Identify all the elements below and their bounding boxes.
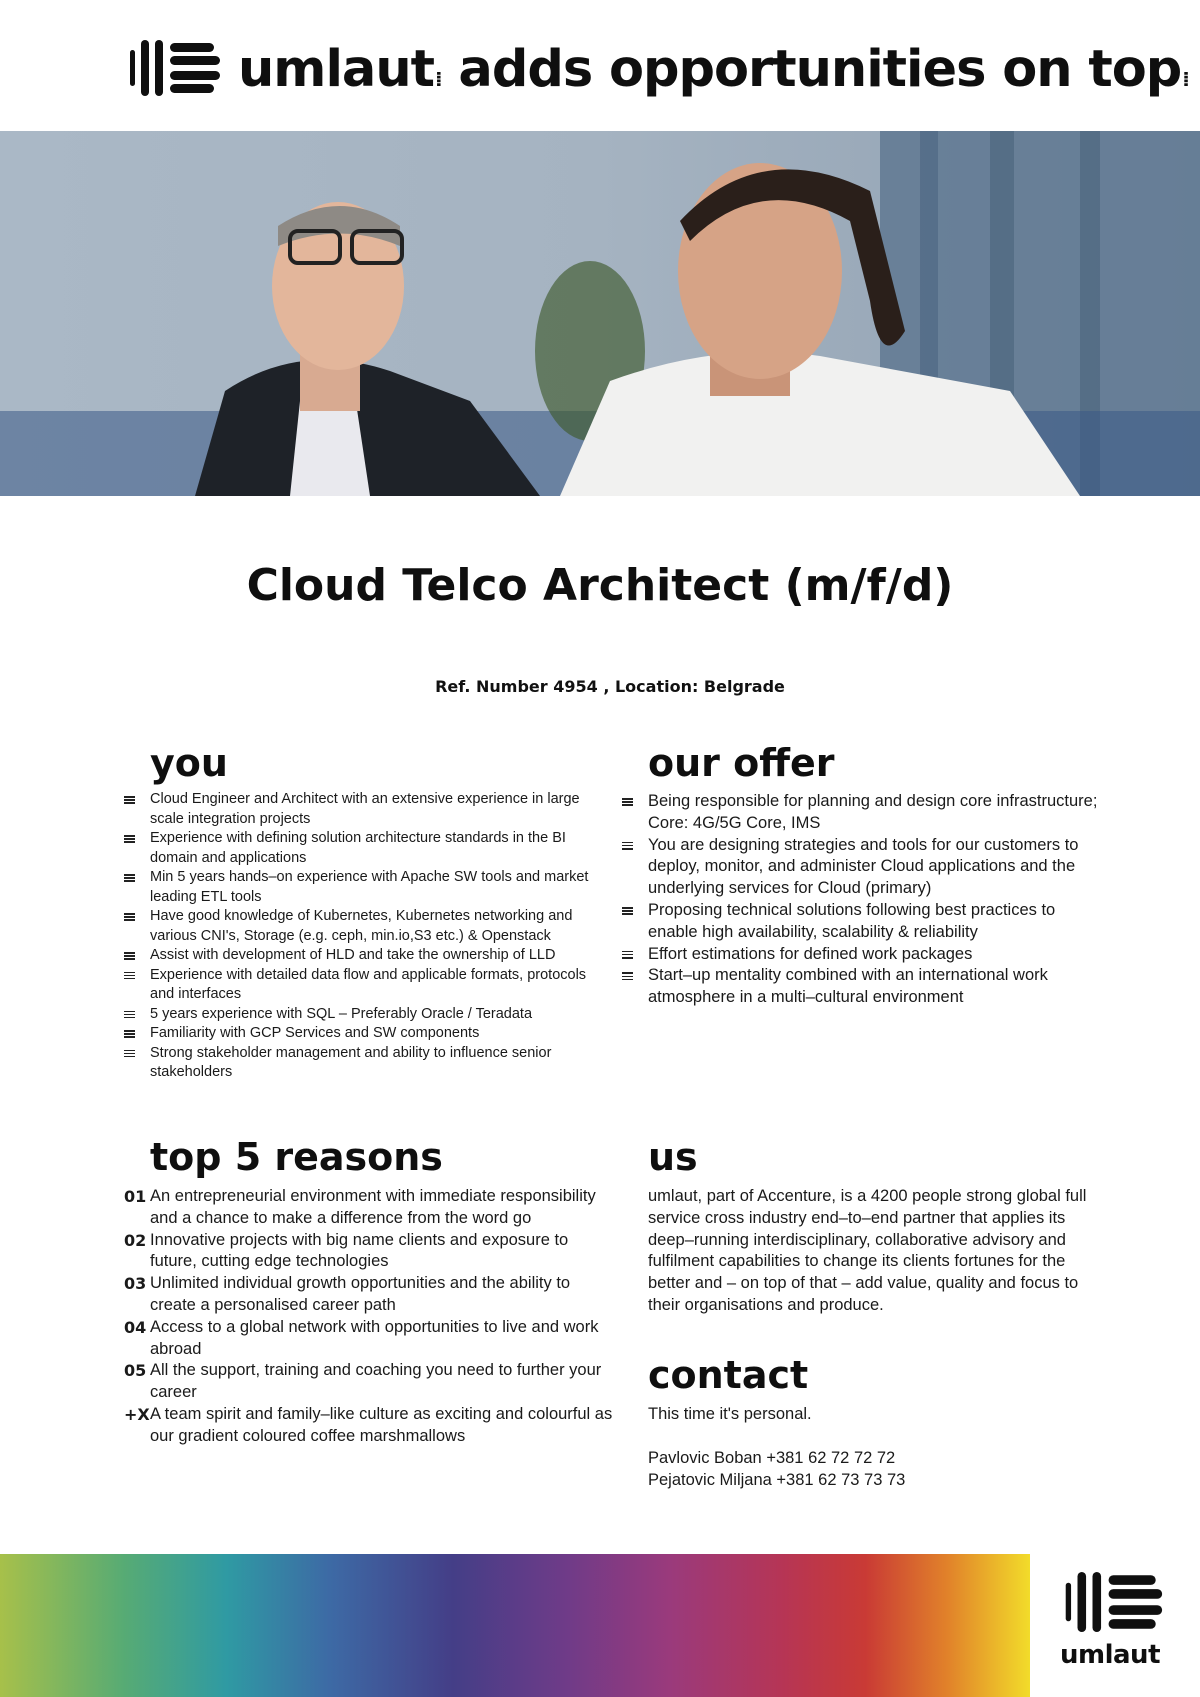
reference-location: Ref. Number 4954 , Location: Belgrade [435, 677, 785, 696]
list-item: Strong stakeholder management and ability to influence senior stakeholders [124, 1044, 604, 1083]
bullet-icon [124, 796, 135, 805]
bullet-icon [124, 1050, 135, 1059]
bullet-icon [622, 972, 633, 981]
list-item: Min 5 years hands–on experience with Apache SW tools and market leading ETL tools [124, 868, 604, 907]
list-item [124, 1360, 614, 1404]
list-item: 5 years experience with SQL – Preferably Oracle / Teradata [124, 1005, 604, 1025]
hero-photo-illustration [0, 131, 1200, 496]
list-item: Have good knowledge of Kubernetes, Kubernetes networking and various CNI's, Storage (e.g. ceph, min.io,S3 etc.) & Openstack [124, 907, 604, 946]
reason-text: A team spirit and family–like culture as exciting and colourful as our gradient coloured coffee marshmallows [150, 1404, 613, 1445]
list-item [124, 1186, 614, 1230]
you-requirements-list [124, 790, 604, 1083]
bullet-icon [124, 1011, 135, 1020]
bullet-icon [124, 835, 135, 844]
list-item: Experience with detailed data flow and applicable formats, protocols and interfaces [124, 966, 604, 1005]
umlaut-logo-icon [130, 40, 222, 96]
tagline-brand: umlaut [238, 40, 435, 99]
list-item [124, 1273, 614, 1317]
bullet-icon [622, 951, 633, 960]
list-item: Being responsible for planning and design core infrastructure; Core: 4G/5G Core, IMS [622, 791, 1102, 835]
bullet-icon [124, 952, 135, 961]
gradient-color-bar [0, 1554, 1030, 1697]
reason-number: 01 [124, 1187, 147, 1206]
list-item: You are designing strategies and tools for our customers to deploy, monitor, and administer Cloud applications and the underlying services for Cloud (primary) [622, 835, 1102, 900]
umlaut-dot-icon: ⁞ [435, 67, 442, 91]
umlaut-logo-icon [1060, 1572, 1170, 1632]
section-heading-contact: contact [648, 1353, 809, 1397]
list-item: Cloud Engineer and Architect with an extensive experience in large scale integration projects [124, 790, 604, 829]
list-item: Proposing technical solutions following best practices to enable high availability, scalability & reliability [622, 900, 1102, 944]
about-us-text: umlaut, part of Accenture, is a 4200 people strong global full service cross industry end–to–end partner that applies its deep–running interdisciplinary, collaborative advisory and fulfilment capabilities to change its clients fortunes for the better and – on top of that – add value, quality and focus to their organisations and produce. [648, 1187, 1087, 1314]
tagline-rest: adds opportunities on top [458, 40, 1182, 99]
bullet-icon [622, 798, 633, 807]
bullet-icon [622, 907, 633, 916]
bullet-icon [124, 972, 135, 981]
list-item [124, 1230, 614, 1274]
reason-text: All the support, training and coaching you need to further your career [150, 1361, 602, 1402]
section-heading-offer: our offer [648, 741, 835, 785]
contact-intro: This time it's personal. [648, 1405, 812, 1423]
contact-person: Pavlovic Boban +381 62 72 72 72 [648, 1449, 896, 1467]
reason-number: +X [124, 1404, 150, 1424]
page-header [0, 0, 1200, 131]
reason-text: Unlimited individual growth opportunities and the ability to create a personalised career path [150, 1274, 571, 1314]
umlaut-dot-icon: ⁞ [1182, 67, 1189, 91]
list-item: Start–up mentality combined with an international work atmosphere in a multi–cultural environment [622, 965, 1102, 1009]
reasons-list [124, 1186, 614, 1448]
reason-number: 02 [124, 1230, 147, 1250]
list-item: Effort estimations for defined work packages [622, 944, 1102, 966]
section-heading-you: you [150, 741, 228, 785]
hero-photo [0, 131, 1200, 496]
reason-number: 05 [124, 1361, 147, 1381]
reason-text: Access to a global network with opportunities to live and work abroad [150, 1317, 599, 1358]
header-tagline [238, 36, 1189, 113]
list-item: Assist with development of HLD and take the ownership of LLD [124, 946, 604, 966]
list-item: Familiarity with GCP Services and SW components [124, 1024, 604, 1044]
reason-number: 04 [124, 1317, 147, 1337]
bullet-icon [124, 913, 135, 922]
list-item [124, 1317, 614, 1361]
list-item: Experience with defining solution architecture standards in the BI domain and applications [124, 829, 604, 868]
offer-list [622, 791, 1102, 1009]
reason-text: Innovative projects with big name clients and exposure to future, cutting edge technologies [150, 1230, 569, 1271]
job-title: Cloud Telco Architect (m/f/d) [246, 560, 954, 611]
reason-number: 03 [124, 1274, 147, 1294]
section-heading-reasons: top 5 reasons [150, 1135, 443, 1179]
section-heading-us: us [648, 1135, 698, 1179]
bullet-icon [124, 874, 135, 883]
footer-brand: umlaut [1060, 1640, 1160, 1670]
contact-person: Pejatovic Miljana +381 62 73 73 73 [648, 1471, 906, 1489]
list-item [124, 1404, 614, 1448]
bullet-icon [124, 1030, 135, 1039]
bullet-icon [622, 842, 633, 851]
reason-text: An entrepreneurial environment with immediate responsibility and a chance to make a difference from the word go [150, 1187, 596, 1227]
